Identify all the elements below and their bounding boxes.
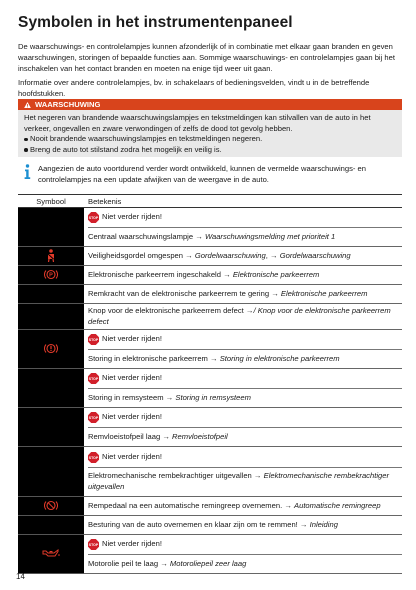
stop-icon: [88, 373, 99, 384]
stop-icon: [88, 539, 99, 550]
cross-reference: Storing in elektronische parkeerrem: [219, 353, 340, 363]
intro-paragraph-2: Informatie over andere controlelampjes, bv. in schakelaars of bedieningsvelden, vindt u in de betreffende hoofdstukken.: [18, 78, 370, 99]
meaning-text: Rempedaal na een automatische remingreep overnemen.: [88, 500, 283, 510]
svg-text:STOP: STOP: [88, 456, 99, 461]
symbol-cell: [18, 516, 84, 535]
stop-label: Niet verder rijden!: [102, 373, 162, 383]
symbol-cell: [18, 447, 84, 497]
symbol-cell: [18, 369, 84, 408]
cross-reference: Inleiding: [309, 519, 338, 529]
page-number: 14: [16, 572, 25, 581]
symbol-cell: [18, 266, 84, 285]
auto-brake-icon: [44, 500, 58, 511]
svg-text:STOP: STOP: [88, 215, 99, 220]
column-header-symbol: Symbool: [18, 195, 84, 208]
symbol-cell: [18, 535, 84, 574]
cross-reference: Gordelwaarschuwing: [279, 250, 351, 260]
meaning-text: Motorolie peil te laag: [88, 558, 159, 568]
cross-reference: Elektronische parkeerrem: [280, 288, 368, 298]
table-row: STOP Niet verder rijden! Remvloeistofpeil laag → Remvloeistofpeil: [18, 408, 402, 447]
table-row: STOP Niet verder rijden! Centraal waarschuwingslampje → Waarschuwingsmelding met prioriteit 1: [18, 208, 402, 247]
meaning-text: Remkracht van de elektronische parkeerrem te gering: [88, 288, 270, 298]
seatbelt-icon: [46, 249, 56, 262]
brake-fault-icon: [44, 343, 58, 354]
warning-header: [18, 99, 402, 110]
table-row: STOP Niet verder rijden! Storing in remsysteem → Storing in remsysteem: [18, 369, 402, 408]
svg-text:STOP: STOP: [88, 416, 99, 421]
meaning-text: Storing in elektronische parkeerrem: [88, 353, 208, 363]
warning-bullet: Breng de auto tot stilstand zodra het mogelijk en veilig is.: [24, 145, 396, 156]
stop-icon: [88, 452, 99, 463]
stop-icon: [88, 412, 99, 423]
svg-text:STOP: STOP: [88, 377, 99, 382]
cross-reference: Elektronische parkeerrem: [232, 269, 320, 279]
meaning-text: Elektromechanische rembekrachtiger uitgevallen: [88, 471, 252, 481]
symbol-cell: [18, 330, 84, 369]
meaning-text: Storing in remsysteem: [88, 392, 164, 402]
stop-label: Niet verder rijden!: [102, 212, 162, 222]
svg-text:STOP: STOP: [88, 543, 99, 548]
symbol-cell: [18, 208, 84, 247]
stop-label: Niet verder rijden!: [102, 412, 162, 422]
stop-icon: [88, 212, 99, 223]
table-row: Besturing van de auto overnemen en klaar zijn om te remmen! → Inleiding: [18, 516, 402, 535]
table-row: Knop voor de elektronische parkeerrem defect →/ Knop voor de elektronische parkeerrem defect: [18, 304, 402, 330]
info-icon: [23, 164, 32, 180]
symbol-cell: [18, 247, 84, 266]
table-row: STOP Niet verder rijden! Storing in elektronische parkeerrem → Storing in elektronische parkeerrem: [18, 330, 402, 369]
symbol-cell: [18, 497, 84, 516]
cross-reference: Remvloeistofpeil: [172, 431, 228, 441]
meaning-text: Remvloeistofpeil laag: [88, 431, 161, 441]
stop-label: Niet verder rijden!: [102, 539, 162, 549]
cross-reference: Storing in remsysteem: [175, 392, 251, 402]
parking-brake-icon: [44, 269, 58, 280]
table-row: Remkracht van de elektronische parkeerrem te gering → Elektronische parkeerrem: [18, 285, 402, 304]
cross-reference: / Knop voor de elektronische parkeerrem defect: [88, 306, 391, 326]
svg-text:P: P: [49, 272, 53, 278]
warning-box: [18, 99, 402, 157]
cross-reference: Motoroliepeil zeer laag: [169, 558, 247, 568]
warning-heading: WAARSCHUWING: [35, 100, 101, 109]
symbol-cell: [18, 285, 84, 304]
cross-reference: Automatische remingreep: [294, 500, 381, 510]
column-header-meaning: Betekenis: [84, 195, 402, 208]
table-row: STOP Niet verder rijden! Elektromechanische rembekrachtiger uitgevallen → Elektromechanische rembekrachtiger uitgevallen: [18, 447, 402, 497]
meaning-text: Elektronische parkeerrem ingeschakeld: [88, 269, 221, 279]
cross-reference: Waarschuwingsmelding met prioriteit 1: [204, 231, 336, 241]
page-title: Symbolen in het instrumentenpaneel: [18, 14, 293, 31]
symbol-cell: [18, 408, 84, 447]
cross-reference: Elektromechanische rembekrachtiger uitgevallen: [88, 471, 389, 491]
table-row: Rempedaal na een automatische remingreep overnemen. → Automatische remingreep: [18, 497, 402, 516]
stop-label: Niet verder rijden!: [102, 334, 162, 344]
warning-bullet: Nooit brandende waarschuwingslampjes en tekstmeldingen negeren.: [24, 134, 396, 145]
meaning-text: Besturing van de auto overnemen en klaar zijn om te remmen!: [88, 519, 298, 529]
table-row: Veiligheidsgordel omgespen → Gordelwaarschuwing, → Gordelwaarschuwing: [18, 247, 402, 266]
oil-can-icon: [42, 548, 60, 558]
cross-reference: Gordelwaarschuwing: [194, 250, 266, 260]
symbol-table: [18, 194, 402, 574]
info-text: Aangezien de auto voortdurend verder wordt ontwikkeld, kunnen de vermelde waarschuwings- en controlelampjes na een update afwijken van de weergave in de auto.: [38, 164, 366, 185]
intro-paragraph: De waarschuwings- en controlelampjes kunnen afzonderlijk of in combinatie met elkaar gaan branden en geven waarschuwingen, storingen of bepaalde functies aan. Sommige waarschuwings- en controlelampjes gaan bij het inschakelen van het contact branden en moeten na enige tijd weer uit gaan.: [18, 42, 395, 74]
info-note: [18, 163, 402, 185]
warning-triangle-icon: [24, 102, 31, 108]
warning-text: Het negeren van brandende waarschuwingslampjes en tekstmeldingen kan stilvallen van de auto in het verkeer, ongevallen en zware verwondingen of zelfs de dood tot gevolg hebben.: [24, 113, 371, 133]
meaning-text: Knop voor de elektronische parkeerrem defect: [88, 306, 244, 315]
meaning-text: Veiligheidsgordel omgespen: [88, 250, 183, 260]
svg-text:STOP: STOP: [88, 338, 99, 343]
meaning-text: Centraal waarschuwingslampje: [88, 231, 194, 241]
table-row: STOP Niet verder rijden! Motorolie peil te laag → Motoroliepeil zeer laag: [18, 535, 402, 574]
symbol-cell: [18, 304, 84, 330]
table-row: P Elektronische parkeerrem ingeschakeld → Elektronische parkeerrem: [18, 266, 402, 285]
stop-label: Niet verder rijden!: [102, 452, 162, 462]
stop-icon: [88, 334, 99, 345]
